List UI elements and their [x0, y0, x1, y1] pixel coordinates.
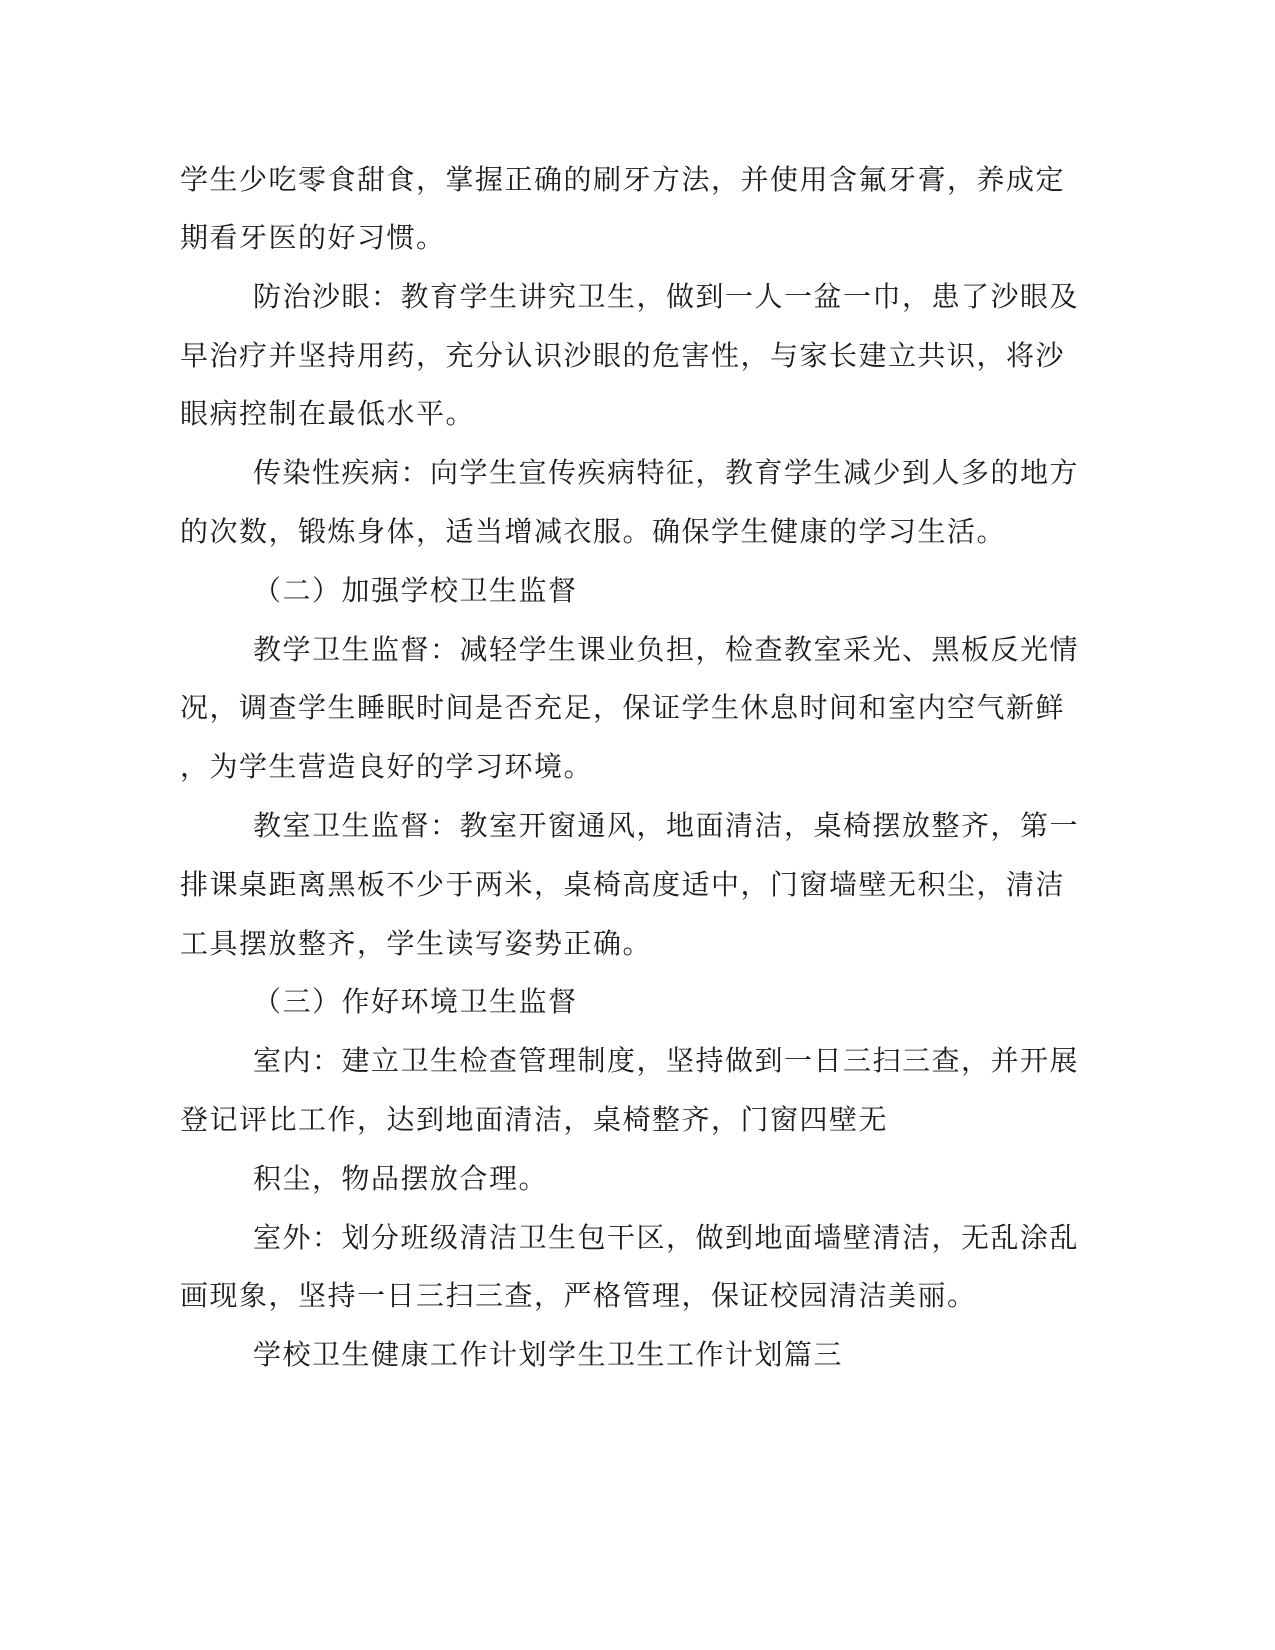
text-line: 教室卫生监督：教室开窗通风，地面清洁，桌椅摆放整齐，第一	[253, 809, 1080, 842]
section-heading: （二）加强学校卫生监督	[253, 574, 578, 607]
text-line: ，为学生营造良好的学习环境。	[180, 750, 594, 783]
text-line: 积尘，物品摆放合理。	[253, 1162, 549, 1195]
text-line: 的次数，锻炼身体，适当增减衣服。确保学生健康的学习生活。	[180, 515, 1007, 548]
text-line: 学生少吃零食甜食，掌握正确的刷牙方法，并使用含氟牙膏，养成定	[180, 163, 1066, 196]
text-line: 防治沙眼：教育学生讲究卫生，做到一人一盆一巾，患了沙眼及	[253, 280, 1080, 313]
text-line: 登记评比工作，达到地面清洁，桌椅整齐，门窗四壁无	[180, 1103, 889, 1136]
text-line: 早治疗并坚持用药，充分认识沙眼的危害性，与家长建立共识，将沙	[180, 339, 1066, 372]
text-line: 传染性疾病：向学生宣传疾病特征，教育学生减少到人多的地方	[253, 456, 1080, 489]
text-line: 况，调查学生睡眠时间是否充足，保证学生休息时间和室内空气新鲜	[180, 691, 1066, 724]
text-line: 眼病控制在最低水平。	[180, 397, 476, 430]
text-line: 室外：划分班级清洁卫生包干区，做到地面墙壁清洁，无乱涂乱	[253, 1221, 1080, 1254]
text-line: 期看牙医的好习惯。	[180, 221, 446, 254]
text-line: 画现象，坚持一日三扫三查，严格管理，保证校园清洁美丽。	[180, 1279, 977, 1312]
text-line: 排课桌距离黑板不少于两米，桌椅高度适中，门窗墙壁无积尘，清洁	[180, 868, 1066, 901]
text-line: 室内：建立卫生检查管理制度，坚持做到一日三扫三查，并开展	[253, 1044, 1080, 1077]
text-line: 工具摆放整齐，学生读写姿势正确。	[180, 927, 653, 960]
section-heading: （三）作好环境卫生监督	[253, 985, 578, 1018]
text-line: 教学卫生监督：减轻学生课业负担，检查教室采光、黑板反光情	[253, 633, 1080, 666]
section-title: 学校卫生健康工作计划学生卫生工作计划篇三	[253, 1338, 844, 1371]
